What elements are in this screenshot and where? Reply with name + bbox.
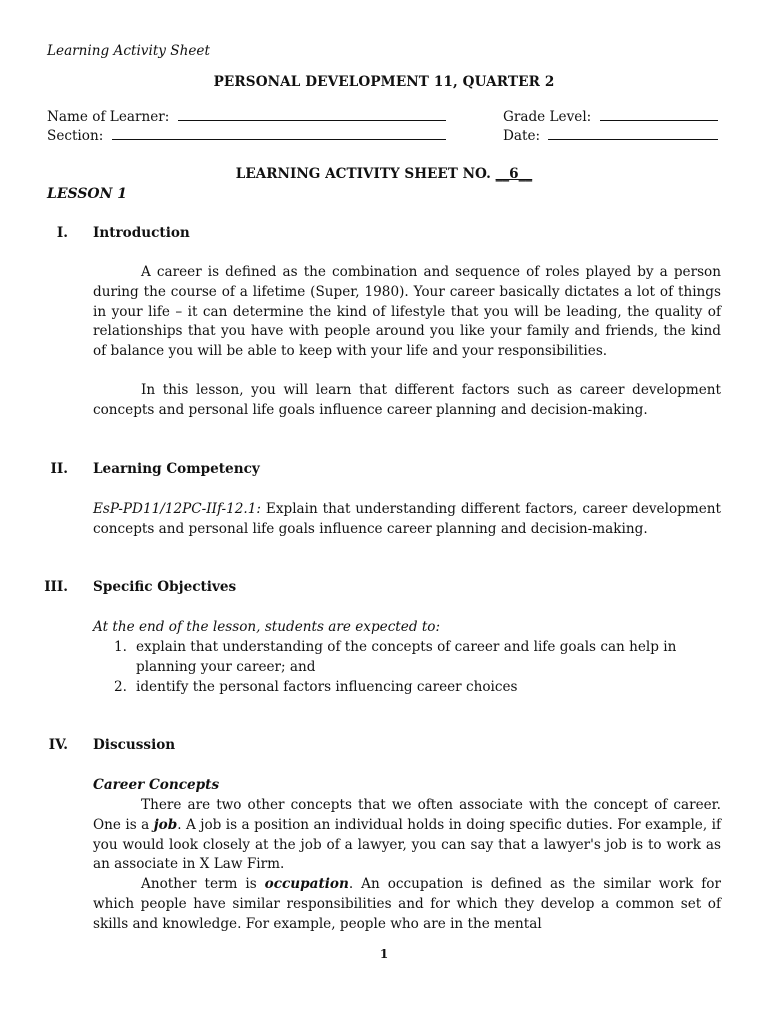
intro-paragraph-2: In this lesson, you will learn that different factors such as career development concepts and personal life goals influence career planning and decision-making. — [93, 382, 721, 418]
section-number-competency: II. — [50, 461, 68, 477]
grade-blank[interactable] — [600, 108, 718, 121]
discussion-paragraph-2: Another term is occupation. An occupation is defined as the similar work for which people have similar responsibilities and for which they develop a common set of skills and knowledge. For example, people who are in the mental — [93, 876, 721, 932]
objectives-intro: At the end of the lesson, students are expected to: — [93, 619, 441, 635]
section-label: Section: — [47, 128, 104, 144]
lesson-label: LESSON 1 — [47, 186, 128, 202]
section-title-competency: Learning Competency — [93, 461, 260, 477]
section-blank[interactable] — [112, 127, 446, 140]
section-number-intro: I. — [56, 225, 68, 241]
header-label: Learning Activity Sheet — [47, 43, 210, 59]
objectives-list — [114, 638, 714, 697]
date-field — [503, 127, 718, 144]
section-number-objectives: III. — [44, 579, 68, 595]
intro-paragraph-1: A career is defined as the combination and sequence of roles played by a person during the course of a lifetime (Super, 1980). Your career basically dictates a lot of things in your life – it can determine the kind of lifestyle that you will be leading, the quality of relationships that you have with people around you like your family and friends, the kind of balance you will be able to keep with your life and your responsibilities. — [93, 264, 721, 360]
term-occupation: occupation — [264, 876, 349, 892]
grade-label: Grade Level: — [503, 109, 592, 125]
career-concepts-heading: Career Concepts — [93, 777, 220, 793]
document-title: PERSONAL DEVELOPMENT 11, QUARTER 2 — [213, 74, 555, 90]
name-blank[interactable] — [178, 108, 446, 121]
competency-paragraph — [93, 500, 721, 540]
page-number: 1 — [379, 947, 389, 961]
objective-item: 1. explain that understanding of the concepts of career and life goals can help in planning your career; and — [114, 639, 677, 675]
discussion-paragraph-1: There are two other concepts that we often associate with the concept of career. One is a job. A job is a position an individual holds in doing specific duties. For example, if you would look closely at the job of a lawyer, you can say that a lawyer's job is to work as an associate in X Law Firm. — [93, 797, 721, 873]
section-number-discussion: IV. — [48, 737, 68, 753]
sheet-title-prefix: LEARNING ACTIVITY SHEET NO. — [235, 166, 491, 182]
competency-text: Explain that understanding different factors, career development concepts and personal life goals influence career planning and decision-making. — [93, 501, 721, 537]
term-job: job — [153, 816, 178, 833]
objective-item: 2. identify the personal factors influencing career choices — [114, 678, 518, 695]
name-field — [47, 108, 446, 125]
section-title-intro: Introduction — [93, 225, 190, 241]
grade-field — [503, 108, 718, 125]
sheet-number: __6__ — [495, 166, 533, 182]
competency-code: EsP-PD11/12PC-IIf-12.1: — [93, 501, 261, 517]
sheet-title — [0, 166, 768, 182]
section-field — [47, 127, 446, 144]
name-label: Name of Learner: — [47, 109, 170, 125]
section-title-discussion: Discussion — [93, 737, 176, 753]
date-label: Date: — [503, 128, 541, 144]
section-title-objectives: Specific Objectives — [93, 579, 237, 595]
date-blank[interactable] — [548, 127, 718, 140]
